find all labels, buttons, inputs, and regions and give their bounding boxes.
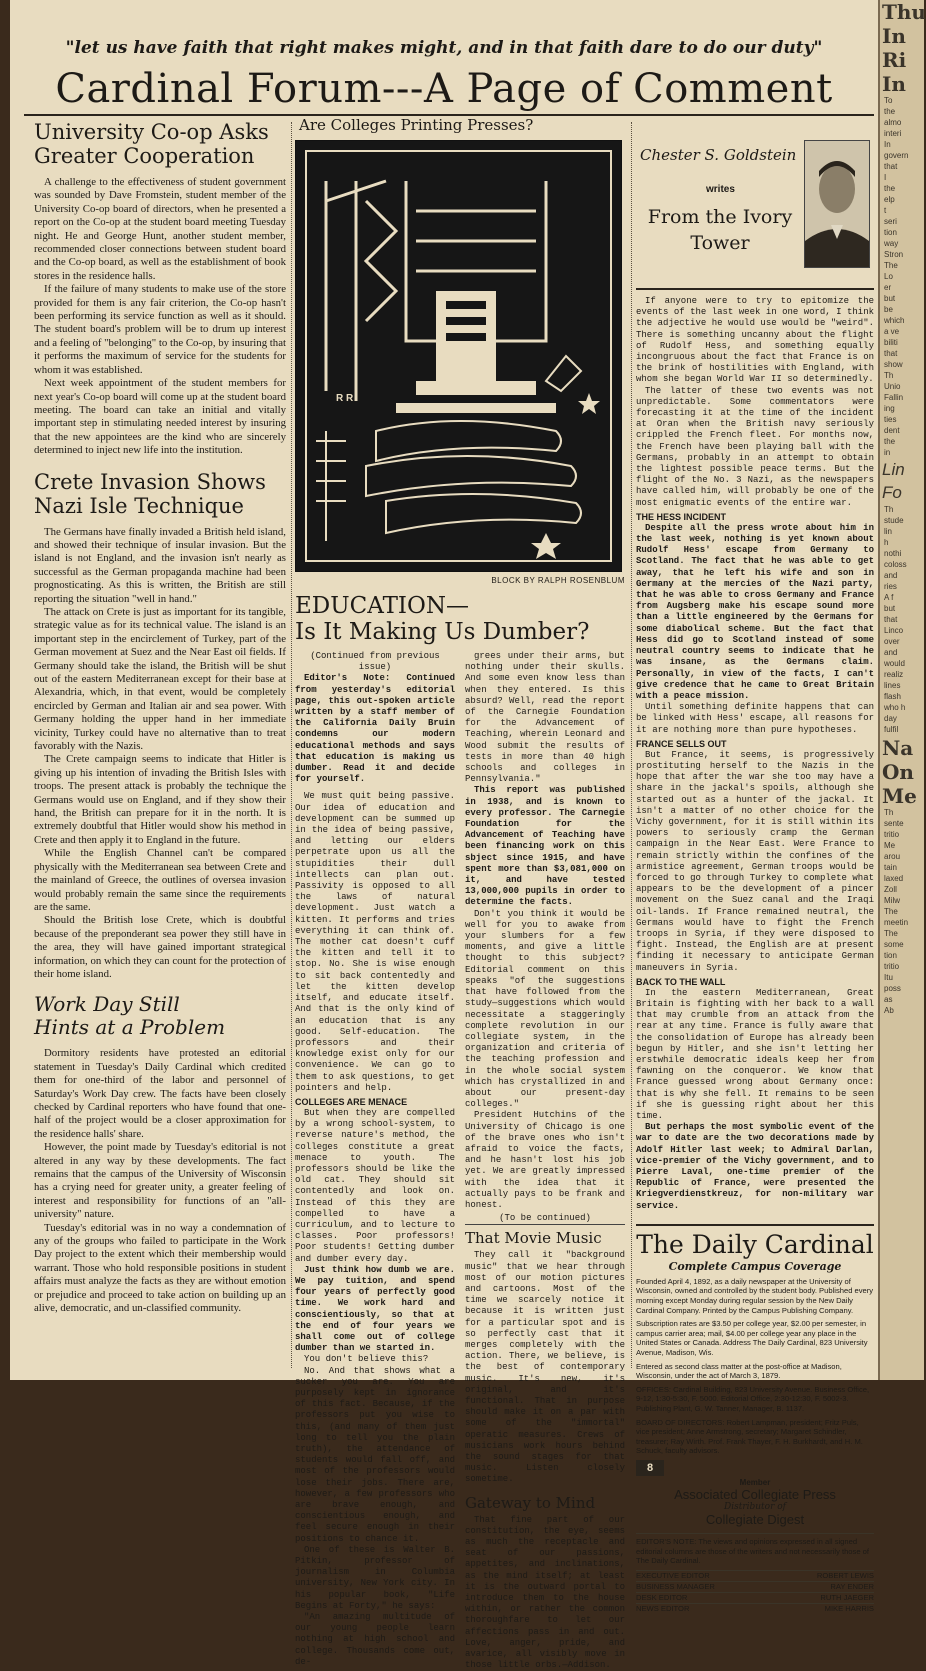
paragraph: Founded April 4, 1892, as a daily newspaper at the University of Wisconsin, owned and controlled by the student body. Published every morning except Monday during regular session by the New Daily Cardinal Company. Printed by the Campus Publishing Company.: [636, 1276, 874, 1315]
edge-fragment: poss: [884, 984, 901, 993]
staff-name: ROBERT LEWIS: [816, 1570, 874, 1580]
edge-fragment: flash: [884, 692, 901, 701]
article-coop: [34, 176, 286, 458]
staff-role: BUSINESS MANAGER: [636, 1581, 715, 1591]
education-col-a: (Continued from previous issue) Editor's Note: Continued from yesterday's editorial page, this out-spoken article written by a staff member of the California Daily Bruin condemns our modern educational methods and says that education is making us dumber. Read it and decide for yourself. We must quit being passive. Our idea of education and development can be summed up in the idea of being passive, and letting our elders perpetrate upon us all the stupidities their dull intellects can plan out. Passivity is opposed to all the laws of natural development. Just watch a kitten. It performs and tries everything it can think of. The mother cat doesn't cuff the kitten and tell it to stop. No. She is wise enough to sit back contentedly and let the kitten develop itself, and educate itself. And that is the only kind of an education that is any good. Self-education. The professors and their knowledge exist only for our convenience. We can go to them to ask questions, to get pointers and help. COLLEGES ARE MENACE But when they are compelled by a wrong school-system, to reverse nature's method, the colleges constitute a great menace to youth. The professors should be like the old cat. They should sit contentedly and look on. Instead of this they are compelled to have a curriculum, and to lecture to classes. Poor professors! Poor students! Getting dumber and dumber every day. Just think how dumb we are. We pay tuition, and spend four years of perfectly good time. We work hard and conscientiously, so that at the end of four years we shall come out of college dumber than we started in. You don't believe this? No. And that shows what a sucker you are. You are purposely kept in ignorance of this fact. Because, if the professors put you wise to this, (and many of them just long to tell you the plain truth), the attendance of students would fall off, and most of the professors would lose their jobs. There are, however, a few professors who are brave enough, and conscientious enough, and feel secure enough in their positions to chance it. One of these is Walter B. Pitkin, professor of journalism in Columbia university, New York city. In his popular book, "Life Begins at Forty," he says: "An amazing multitude of our young people learn nothing at high school and college. Thousands come out, de-: [295, 651, 455, 1667]
edge-fragment: almo: [884, 118, 902, 127]
edge-fragment: over: [884, 637, 900, 646]
staff-row: [636, 1603, 874, 1614]
paragraph: President Hutchins of the University of Chicago is one of the brave ones who isn't afraid to voice the facts, and he hasn't lost his job yet. We are greatly impressed with the idea that it actually pays to be frank and honest.: [465, 1110, 625, 1210]
edge-fragment: Ab: [884, 1006, 894, 1015]
staff-name: RAY ENDER: [830, 1581, 874, 1591]
edge-fragment: In: [882, 24, 906, 48]
edge-fragment: ties: [884, 415, 897, 424]
illustration-caption: BLOCK BY RALPH ROSENBLUM: [491, 576, 625, 585]
edge-fragment: show: [884, 360, 903, 369]
paragraph: "An amazing multitude of our young people learn nothing at high school and college. Thousands come out, de-: [295, 1612, 455, 1667]
edge-fragment: a ve: [884, 327, 900, 336]
edge-fragment: ing: [884, 404, 895, 413]
edge-fragment: the: [884, 437, 896, 446]
paragraph: If anyone were to try to epitomize the events of the last week in one word, I think the adjective he would use would be "weird". There is something uncanny about the flight of Rudolf Hess, and something equally incongruous about the fact that France is on the brink of hostilities with England, with whom she began World War II so determinedly.: [636, 296, 874, 385]
masthead: Cardinal Forum---A Page of Comment: [55, 66, 833, 112]
edge-fragment: which: [884, 316, 905, 325]
union-badge: 8: [636, 1460, 664, 1476]
edge-fragment: ries: [884, 582, 897, 591]
edge-fragment: lines: [884, 681, 901, 690]
edge-fragment: Zoll: [884, 885, 897, 894]
paragraph: The Crete campaign seems to indicate that Hitler is giving up his intention of invading the British Isles with troops. The present attack is probably the technique the Germans would use on England, and if they show their hand, the British can prepare for it in the north. It is extremely doubtful that Hitler would show his method in Crete and then apply it to England in the future.: [34, 753, 286, 846]
edge-fragment: A f: [884, 593, 894, 602]
edge-fragment: that: [884, 615, 898, 624]
edge-fragment: tritio: [884, 962, 900, 971]
portrait-photo: [805, 141, 869, 267]
edge-fragment: and: [884, 571, 898, 580]
paragraph: If the failure of many students to make use of the store provided for them is any fair criterion, the Co-op hasn't been performing its service function as well as it should. The student board's problem will be to drum up interest and a feeling of "belonging" to the Co-op, by insuring that it performs the maximum of service for the students for whom it was established.: [34, 283, 286, 376]
staff-name: RUTH JAEGER: [820, 1592, 874, 1602]
edge-fragment: In: [884, 140, 891, 149]
edge-fragment: day: [884, 714, 897, 723]
edge-fragment: Lin: [882, 460, 905, 479]
column-divider: [631, 122, 632, 1368]
staff-role: NEWS EDITOR: [636, 1603, 690, 1613]
edge-fragment: be: [884, 305, 893, 314]
education-article: [295, 651, 625, 1671]
paragraph: But when they are compelled by a wrong school-system, to reverse nature's method, the colleges constitute a great menace to youth. The professors should be like the old cat. They should sit contentedly and look on. Instead of this they are compelled to have a curriculum, and to lecture to classes. Poor professors! Poor students! Getting dumber and dumber every day.: [295, 1107, 455, 1264]
paragraph: Until something definite happens that can be linked with Hess' escape, all reasons for it are nothing more than pure hypotheses.: [636, 702, 874, 735]
editors-note: Editor's Note: Continued from yesterday's editorial page, this out-spoken article written by a staff member of the California Daily Bruin condemns our modern educational methods and says that education is making us dumber. Read it and decide for yourself.: [295, 673, 455, 785]
editors-note-box: EDITOR'S NOTE: The views and opinions expressed in all signed editorial columns are those of the writers and not necessarily those of The Daily Cardinal.: [636, 1533, 874, 1566]
column-title: From the Ivory Tower: [647, 206, 793, 254]
paragraph: However, the point made by Tuesday's editorial is not altered in any way by these developments. The fact remains that the campus of the University of Wisconsin has a crying need for greater unity, a greater feeling of interest and responsibility for functions of an "all-university" nature.: [34, 1141, 286, 1221]
edge-fragment: but: [884, 294, 896, 303]
edge-fragment: tritio: [884, 830, 900, 839]
edge-fragment: interi: [884, 129, 902, 138]
edge-fragment: Linco: [884, 626, 904, 635]
daily-cardinal-box: The Daily Cardinal Complete Campus Coverage Founded April 4, 1892, as a daily newspaper at the University of Wisconsin, owned and controlled by the student body. Published every morning except Monday during regular session by the New Daily Cardinal Company. Printed by the Campus Publishing Company. Subscription rates are $3.50 per college year, $2.00 per semester, in campus carrier area; mail, $4.00 per college year any place in the United States or Canada. Address The Daily Cardinal, 823 University Avenue, Madison, Wis. Entered as second class matter at the post-office at Madison, Wisconsin, under the act of March 3, 1879. OFFICES: Cardinal Building, 823 University Avenue. Business Office, 9-12, 1:30-5:30, F. 5000. Editorial Office, 2:30-12:30, F. 5002-3. Publishing Plant, G. W. Tanner, Manager, B. 1137. BOARD OF DIRECTORS: Robert Lampman, president; Fritz Puls, vice president; Anne Armstrong, secretary; Margaret Schindler, treasurer; Ray Wirth. Prof. Frank Thayer, F. H. Burkhardt, and H. M. Schuck, faculty advisors. 8 Member Associated Collegiate Press Distributor of Collegiate Digest EDITOR'S NOTE: The views and opinions expressed in all signed editorial columns are those of the writers and not necessarily those of The Daily Cardinal. EXECUTIVE EDITOR ROBERT LEWIS BUSINESS MANAGER RAY ENDER DESK EDITOR RUTH JAEGER NEWS EDITOR MIKE HARRIS: [636, 1224, 874, 1614]
edge-fragment: Fo: [882, 483, 902, 502]
staff-row: [636, 1581, 874, 1592]
paragraph: Subscription rates are $3.50 per college year, $2.00 per semester, in campus carrier area; mail, $4.00 per college year any place in the United States or Canada. Address The Daily Cardinal, 823 University Avenue, Madison, Wis.: [636, 1319, 868, 1357]
edge-fragment: sente: [884, 819, 904, 828]
paragraph: BOARD OF DIRECTORS: Robert Lampman, president; Fritz Puls, vice president; Anne Armstrong, secretary; Margaret Schindler, treasurer; Ray Wirth. Prof. Frank Thayer, F. H. Burkhardt, and H. M. Schuck, faculty advisors.: [636, 1417, 863, 1456]
edge-fragment: Unio: [884, 382, 901, 391]
edge-fragment: The: [884, 261, 898, 270]
paragraph: One of these is Walter B. Pitkin, professor of journalism in Columbia university, New York city. In his popular book, "Life Begins at Forty," he says:: [295, 1544, 455, 1611]
paragraph: In the eastern Mediterranean, Great Britain is fighting with her back to a wall that may crumble from an attack from the rear at any time. France is fully aware that the consolidation of Europe has already been begun by Hitler, and she isn't letting her erstwhile democratic ideals keep her from fawning on the conqueror. We know that France guessed wrong about Germany once: that is why she fell. It remains to be seen if she is guessing right about her this time.: [636, 987, 874, 1122]
edge-fragment: I: [884, 173, 887, 182]
edge-fragment: Thu: [882, 0, 926, 24]
newspaper-page: [10, 0, 878, 1671]
edge-fragment: tion: [884, 951, 897, 960]
headline-gateway: Gateway to Mind: [465, 1493, 596, 1512]
edge-fragment: realiz: [884, 670, 904, 679]
edge-fragment: stude: [884, 516, 904, 525]
column-right: Chester S. Goldstein writes From the Ivory Tower If anyone were to try to epitomize the events of the last week in one word, I think the adjective he would use would be "weird". There is something uncanny about the flight of Rudolf Hess, and something equally incongruous about the fact that France is on the brink of hostilities with England, with whom she began World War II so determinedly. The latter of these two events was not unpredictable. Some commentators were forecasting it at the time of the incident at Oran when the British navy seriously crippled the French fleet. For months now, the French have been playing ball with the Germans, probably in an attempt to obtain the lightest possible peace terms. But the flight of the No. 3 Nazi, as the newspapers have called him, will probably be one of the most enigmatic events of the entire war. THE HESS INCIDENT Despite all the press wrote about him in the last week, nothing is yet known about Rudolf Hess' escape from Germany to Scotland. The fact that he was able to get away, that he left his wife and son in Germany at the mercies of the Nazi party, that he was able to cross Germany and France from Augsberg make his escape sound more than a little engineered by the Germans for some diabolical scheme. But the fact that Hess did go to Scotland instead of some neutral country seems to indicate that he was insane, as the Germans claim. Personally, in view of the facts, I can't give credence that he came to Great Britain with a peace mission. Until something definite happens that can be linked with Hess' escape, all reasons for it are nothing more than pure hypotheses. FRANCE SELLS OUT But France, it seems, is progressively prostituting herself to the Nazis in the hope that after the war she too may have a share in the jackal's spoils, although she started out as a hunter of the jackal. It isn't a matter of no other choice for the Vichy government, for it is still within its powers to seriously cramp the German campaign in the Near East. Were France to remain strictly within the confines of the armistice agreement, German troops would be forced to go through Turkey to complete what appears to be the development of a pincer movement on the Suez canal and the Iraqi oil-lands. If France remained neutral, the Germans would have to fight the French troops in Syria, if they were disposed to fight. Instead, the English are at present finding it necessary to anticipate German maneuvers in Syria. BACK TO THE WALL In the eastern Mediterranean, Great Britain is fighting with her back to a wall that may crumble from an attack from the rear at any time. France is fully aware that the consolidation of Europe has already been begun by Hitler, and she isn't letting her erstwhile democratic ideals keep her from fawning on the conqueror. We know that France guessed wrong about Germany once: that is why she fell. It remains to be seen if she is guessing right about her this time. But perhaps the most symbolic event of the war to date are the two decorations made by Adolf Hitler last week; to Admiral Darlan, vice-premier of the Vichy government, and to Pierre Laval, one-time premier of the Republic of France, were presented the Kriegverdienstkreuz, for non-military war service. The Daily Cardinal Complete Campus Coverage Founded April 4, 1892, as a daily newspaper at the University of Wisconsin, owned and controlled by the student body. Published every morning except Monday during regular session by the New Daily Cardinal Company. Printed by the Campus Publishing Company. Subscription rates are $3.50 per college year, $2.00 per semester, in campus carrier area; mail, $4.00 per college year any place in the United States or Canada. Address The Daily Cardinal, 823 University Avenue, Madison, Wis. Entered as second class matter at the post-office at Madison, Wisconsin, under the act of March 3, 1879. OFFICES: Cardinal Building, 823 University Avenue. Business Office, 9-12, 1:30-5:30, F. 5000. Editorial Office, 2:30-12:30, F. 5002-3. Publishing Plant, G. W. Tanner, Manager, B. 1137. BOARD OF DIRECTORS: Robert Lampman, president; Fritz Puls, vice president; Anne Armstrong, secretary; Margaret Schindler, treasurer; Ray Wirth. Prof. Frank Thayer, F. H. Burkhardt, and H. M. Schuck, faculty advisors. 8 Member Associated Collegiate Press Distributor of Collegiate Digest EDITOR'S NOTE: The views and opinions expressed in all signed editorial columns are those of the writers and not necessarily those of The Daily Cardinal. EXECUTIVE EDITOR ROBERT LEWIS BUSINESS MANAGER RAY ENDER DESK EDITOR RUTH JAEGER NEWS EDITOR MIKE HARRIS: [636, 116, 874, 1370]
edge-fragment: fulfil: [884, 725, 899, 734]
edge-fragment: way: [884, 239, 899, 248]
edge-fragment: In: [882, 72, 906, 96]
edge-fragment: the: [884, 107, 896, 116]
edge-fragment: Me: [884, 841, 896, 850]
education-col-b: grees under their arms, but nothing under their skulls. And some even know less than when they entered. Is this absurd? Well, read the report of the Carnegie Foundation for the Advancement of Teaching, wherein Leonard and Wood submit the results of tests in more than 40 high schools and colleges in Pennsylvania." This report was published in 1938, and is known to every professor. The Carnegie Foundation for the Advancement of Teaching have been financing work on this sbject since 1915, and have spent more than $3,081,000 on it, and have tested 13,000,000 pupils in order to determine the facts. Don't you think it would be well for you to awake from your slumbers for a few moments, and give a little thought to this subject? Editorial comment on this speaks "of the suggestions that have followed from the study—suggestions which would necessitate a staggeringly complete revolution in our collegiate system, in the organization and criteria of the teaching profession and in the whole social system which has crystallized in and about our present-day colleges." President Hutchins of the University of Chicago is one of the brave ones who isn't afraid to voice the facts, and he hasn't lost his job yet. We are greatly impressed with the idea that it actually pays to be frank and honest. (To be continued) That Movie Music They call it "background music" that we hear through most of our motion pictures and cartoons. Most of the time we scarcely notice it because it is written just for a particular spot and is so perfectly cast that it merges completely with the action. There, we believe, is the best of contemporary music. It's new, it's original, and it's functional. That in purpose should make it on a par with some of the "immortal" operatic measures. Crews of musicians work hours behind the sound stages for that music. Listen closely sometime. Gateway to Mind That fine part of our constitution, the eye, seems as much the receptacle and seat of our passions, appetites, and inclinations, as the mind itself; at least it is the outward portal to introduce them to the house within, or rather the common thoroughfare to let our affections pass in and out. Love, anger, pride, and avarice, all visibly move in those little orbs.—Addison.: [465, 651, 625, 1671]
edge-fragment: the: [884, 184, 896, 193]
headline-coop: University Co-op Asks Greater Cooperation: [34, 120, 269, 168]
edge-fragment: as: [884, 995, 893, 1004]
edge-fragment: nothi: [884, 549, 902, 558]
paragraph: A challenge to the effectiveness of student government was sounded by Dave Fromstein, student member of the University Co-op board of directors, when he presented a report on the Co-op at the student board meeting Tuesday night. He and George Hunt, another student member, recommended closer connections between student board and the Co-op board, as well as the establishment of book stores in the residence halls.: [34, 176, 286, 282]
headline-crete: Crete Invasion Shows Nazi Isle Technique: [34, 469, 266, 518]
edge-fragment: elp: [884, 195, 895, 204]
dc-title: The Daily Cardinal: [636, 1229, 874, 1259]
edge-fragment: The: [884, 929, 898, 938]
edge-fragment: would: [884, 659, 905, 668]
edge-fragment: coloss: [884, 560, 907, 569]
column-middle: [295, 116, 625, 1671]
staff-list: [636, 1570, 874, 1614]
staff-row: [636, 1592, 874, 1603]
staff-row: [636, 1570, 874, 1581]
column-divider: [291, 122, 292, 1368]
paragraph: We must quit being passive. Our idea of education and development can be summed up in the idea of being passive, and letting our elders perpetrate upon us all the stupidities their dull intellects can plan out. Passivity is opposed to all the laws of natural development. Just watch a kitten. It performs and tries everything it can think of. The mother cat doesn't cuff the kitten and tell it to stop. No. She is wise enough to sit back contentedly and let the kitten develop itself, and educate itself. And that is the only kind of an education that is any good. Self-education. The professors and their knowledge exist only for our convenience. We can go to them to ask questions, to get pointers and help.: [295, 791, 455, 1093]
staff-name: MIKE HARRIS: [824, 1603, 874, 1613]
paragraph: The Germans have finally invaded a British held island, and showed their technique of insular invasion. But the island is not England, and the invasion isn't nearly as successful as the German propaganda machine had been prognosticating. As this is written, the British are still reporting the situation "well in hand.": [34, 525, 286, 605]
paragraph: Don't you think it would be well for you to awake from your slumbers for a few moments, and give a little thought to this subject? Editorial comment on this speaks "of the suggestions that have followed from the study—suggestions which would necessitate a staggeringly complete revolution in our collegiate system, in the organization and criteria of the teaching profession and in the whole social system which has crystallized in and about our present-day colleges.": [465, 908, 625, 1110]
edge-fragment: Stron: [884, 250, 904, 259]
edge-fragment: To: [884, 96, 893, 105]
edge-fragment: er: [884, 283, 892, 292]
edge-fragment: lin: [884, 527, 893, 536]
paragraph: OFFICES: Cardinal Building, 823 University Avenue. Business Office, 9-12, 1:30-5:30, F. 5000. Editorial Office, 2:30-12:30, F. 5002-3. Publishing Plant, G. W. Tanner, Manager, B. 1137.: [636, 1384, 870, 1413]
paragraph: While the English Channel can't be compared physically with the Mediterranean sea between Crete and the mainland of Greece, the outlines of oversea invasion would probably remain the same since the requirements are the same.: [34, 847, 286, 913]
headline-movie-music: That Movie Music: [465, 1229, 602, 1248]
svg-text:R R: R R: [336, 393, 354, 404]
edge-fragment: Itu: [884, 973, 893, 982]
edge-fragment: in: [884, 448, 891, 457]
paragraph: You don't believe this?: [304, 1354, 429, 1365]
writes-label: writes: [706, 184, 735, 195]
edge-fragment: arou: [884, 852, 901, 861]
paragraph: That fine part of our constitution, the eye, seems as much the receptacle and seat of our passions, appetites, and inclinations, as the mind itself; at least it is the outward portal to introduce them to the house within, or rather the common thoroughfare to let our affections pass in and out. Love, anger, pride, and avarice, all visibly move in those little orbs.—Addison.: [465, 1514, 625, 1671]
edge-fragment: some: [884, 940, 904, 949]
paragraph: They call it "background music" that we hear through most of our motion pictures and cartoons. Most of the time we scarcely notice it because it is written just for a particular spot and is so perfectly cast that it merges completely with the action. There, we believe, is the best of contemporary music. It's new, it's original, and it's functional. That in purpose should make it on a par with some of the "immortal" operatic measures. Crews of musicians work hours behind the sound stages for that music. Listen closely sometime.: [465, 1250, 625, 1485]
edge-fragment: Th: [884, 505, 894, 514]
acp-label: Associated Collegiate Press: [674, 1486, 836, 1502]
edge-fragment: t: [884, 206, 887, 215]
paragraph: Entered as second class matter at the post-office at Madison, Wisconsin, under the act of March 3, 1879.: [636, 1361, 842, 1381]
edge-fragment: Ri: [882, 48, 907, 72]
paragraph: But France, it seems, is progressively prostituting herself to the Nazis in the hope that after the war she too may have a share in the jackal's spoils, although she started out as a hunter of the jackal. It isn't a matter of no other choice for the Vichy government, for it is still within its powers to seriously cramp the German campaign in the Near East. Were France to remain strictly within the confines of the armistice agreement, German troops would be forced to go through Turkey to complete what appears to be the development of a pincer movement on the Suez canal and the Iraqi oil-lands. If France remained neutral, the Germans would have to fight the French troops in Syria, if they were disposed to fight. Instead, the English are at present finding it necessary to anticipate German maneuvers in Syria.: [636, 749, 874, 973]
edge-fragment: and: [884, 648, 898, 657]
edge-fragment: The: [884, 907, 898, 916]
paragraph: grees under their arms, but nothing under their skulls. And some even know less than when they entered. Is this absurd? Well, read the report of the Carnegie Foundation for the Advancement of Teaching, wherein Leonard and Wood submit the results of tests in more than 40 high schools and colleges in Pennsylvania.": [465, 651, 625, 785]
paragraph: No. And that shows what a sucker you are. You are purposely kept in ignorance of this fact. Because, if the professors put you wise to this, (and many of them just long to tell you the plain truth), the attendance of students would fall off, and most of the professors would lose their jobs. There are, however, a few professors who are brave enough, and conscientious enough, and feel secure enough in their positions to chance it.: [295, 1365, 455, 1544]
paragraph: Tuesday's editorial was in no way a condemnation of any of the groups who failed to participate in the Work Day project to the extent which their membership would warrant. Those who hold responsible positions in student affairs must analyze the facts as they are without emotion or prejudice and proceed to take action on building up an alive, democratic, and un-classified community.: [34, 1221, 286, 1315]
paragraph: Dormitory residents have protested an editorial statement in Tuesday's Daily Cardinal which credited them for one-third of the labor and personnel of Saturday's Work Day crew. The facts have been closely checked by Cardinal reporters who have found that one-half of the project would be a closer approximation for the residence halls' share.: [34, 1047, 286, 1140]
dc-subtitle: Complete Campus Coverage: [668, 1259, 842, 1273]
headline-workday: Work Day Still Hints at a Problem: [34, 992, 226, 1040]
edge-fragment: meetin: [884, 918, 909, 927]
edge-fragment: that: [884, 349, 898, 358]
edge-fragment: but: [884, 604, 896, 613]
edge-fragment: dent: [884, 426, 900, 435]
author-portrait: [804, 140, 870, 268]
author-name: Chester S. Goldstein: [640, 146, 797, 164]
edge-fragment: seri: [884, 217, 897, 226]
collegiate-digest-label: Collegiate Digest: [705, 1511, 805, 1527]
edge-fragment: laxed: [884, 874, 904, 883]
woodblock-illustration: [295, 140, 622, 572]
column-header-box: [636, 130, 874, 290]
motto: "let us have faith that right makes might, and in that faith dare to do our duty": [65, 38, 823, 58]
edge-fragment: Fallin: [884, 393, 904, 402]
edge-fragment: tion: [884, 228, 897, 237]
edge-fragment: Milw: [884, 896, 900, 905]
dc-badge-row: [636, 1460, 874, 1476]
edge-fragment: who h: [884, 703, 906, 712]
edge-fragment: Na: [882, 736, 914, 760]
art-title: Are Colleges Printing Presses?: [299, 116, 534, 134]
edge-fragment: that: [884, 162, 898, 171]
paragraph: The latter of these two events was not unpredictable. Some commentators were forecasting it at the time of the incident at Oran when the British navy seriously crippled the French fleet. For months now, the French have been playing ball with the Germans, probably in an attempt to obtain the lightest possible peace terms. But the flight of the No. 3 Nazi, as the newspapers have called him, will probably be one of the most enigmatic events of the entire war.: [636, 385, 874, 508]
edge-fragment: tain: [884, 863, 897, 872]
edge-fragment: Me: [882, 784, 917, 808]
edge-fragment: Th: [884, 371, 894, 380]
edge-fragment: h: [884, 538, 889, 547]
staff-role: EXECUTIVE EDITOR: [636, 1570, 710, 1580]
printing-press-woodcut: [296, 141, 621, 571]
article-workday: [34, 1047, 286, 1315]
paragraph: The attack on Crete is just as important for its tangible, strategic value as for its technical value. The island is an important step in the encirclement of Turkey, part of the German movement at Suez and the Near East oil fields. If Germany should take the island, the British will be shut out of the eastern Mediterranean except for their base at Alexandria, which, in that event, would be completely encircled by German and Italian air and sea power. With Germany holding the upper hand in her immediate vicinity, Turkey could have no alternative than to treat favorably with the Nazis.: [34, 605, 286, 753]
column-left: [34, 116, 286, 1370]
paragraph: Should the British lose Crete, which is doubtful because of the preponderant sea power they still have in the area, they will have gained important strategical information, on which they can count for the protection of their home island.: [34, 914, 286, 980]
staff-role: DESK EDITOR: [636, 1592, 688, 1602]
edge-fragment: On: [882, 760, 914, 784]
edge-fragment: Lo: [884, 272, 893, 281]
paragraph: Next week appointment of the student members for next year's Co-op board will come up at the student board meeting. The board can take an initial and vitally important step in stimulating needed interest by insuring that the new appointees are the kind who are sincerely determined to inject new life into the institution.: [34, 377, 286, 457]
edge-fragment: govern: [884, 151, 909, 160]
headline-education: EDUCATION— Is It Making Us Dumber?: [295, 593, 590, 645]
adjacent-page-edge: [878, 0, 924, 1380]
article-crete: [34, 526, 286, 982]
edge-fragment: biliti: [884, 338, 898, 347]
edge-fragment: Th: [884, 808, 894, 817]
